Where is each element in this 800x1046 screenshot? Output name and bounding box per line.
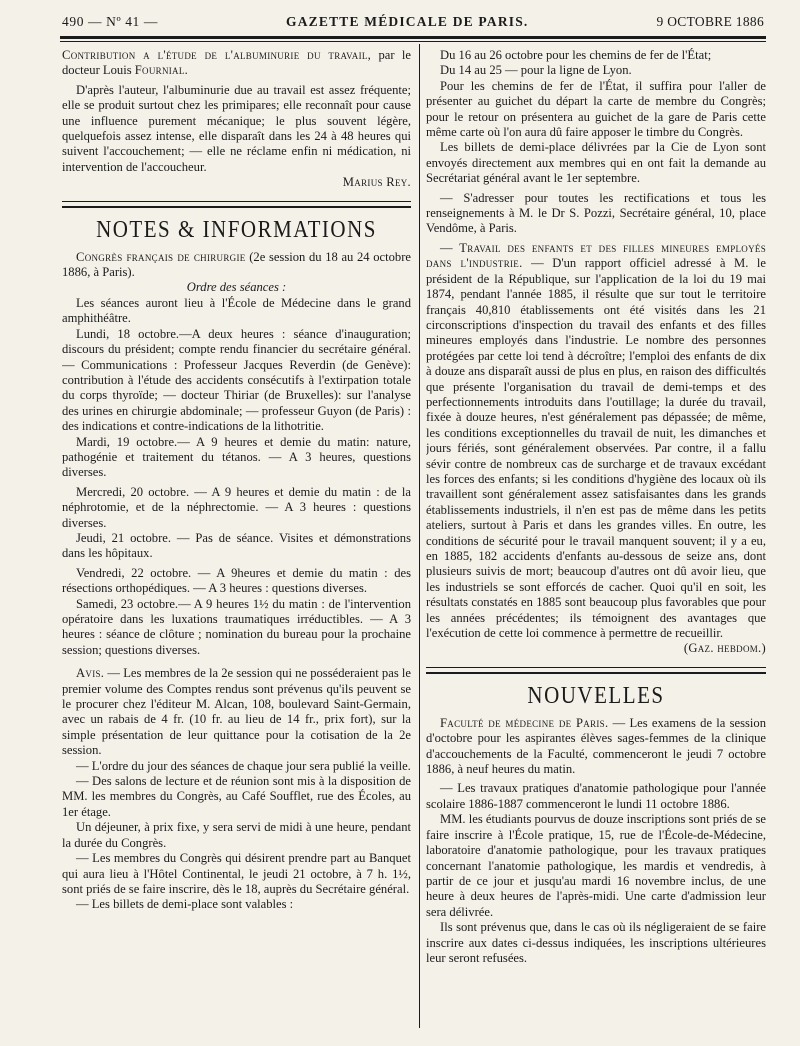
albuminurie-title-paragraph [62,48,411,79]
left-column [62,48,411,1030]
avis-text: — Les membres de la 2e session qui ne posséderaient pas le premier volume des Comptes rendus sont prévenus qu'ils peuvent se le procurer chez l'éditeur M. Alcan, 108, boulevard Saint-Germain, avec un rabais de 4 fr. (10 fr. au lieu de 14 fr., prix fort), sur la simple présentation de leur quittance pour la cotisation de la 2e session. [62,666,411,758]
avis-label: Avis. [76,666,105,681]
avis-paragraph: — Des salons de lecture et de réunion sont mis à la disposition de MM. les membres du Congrès, au Café Soufflet, rue des Écoles, au 1er étage. [62,774,411,819]
faculte-paragraph: Ils sont prévenus que, dans le cas où ils négligeraient de se faire inscrire aux dates ci-dessus indiquées, les inscriptions ultérieures leur seront refusées. [426,920,766,965]
section-separator [426,667,766,674]
congres-paragraph: Mercredi, 20 octobre. — A 9 heures et demie du matin : de la néphrotomie, et de la néphrectomie. — A 3 heures : questions diverses. [62,484,411,530]
congres-paragraph: Samedi, 23 octobre.— A 9 heures 1½ du matin : de l'intervention opératoire dans les luxations traumatiques irréductibles. — A 3 heures : séance de clôture ; nomination du bureau pour la prochaine session; questions diverses. [62,596,411,657]
congres-paragraph: Les séances auront lieu à l'École de Médecine dans le grand amphithéâtre. [62,295,411,326]
albuminurie-body: D'après l'auteur, l'albuminurie due au travail est assez fréquente; elle se produit surtout chez les primipares; elle reconnaît pour cause une influence purement mécanique; le plus souvent légère, quelquefois assez intense, elle disparaît dans les 24 à 48 heures qui suivent l'accouchement; — elle ne réclame enfin ni médication, ni intervention de l'accoucheur. [62,82,411,174]
section-separator [62,201,411,208]
journal-title: GAZETTE MÉDICALE DE PARIS. [286,14,529,29]
faculte-title: Faculté de médecine de Paris. [440,715,609,730]
header-rule-thick [60,36,766,39]
column-divider [419,44,420,1028]
avis-paragraph: — Les billets de demi-place sont valables : [76,897,294,912]
billets-paragraph: — S'adresser pour toutes les rectifications et tous les renseignements à M. le Dr S. Pozzi, Secrétaire général, 10, place Vendôme, à Paris. [426,190,766,236]
faculte-paragraph: — Les travaux pratiques d'anatomie pathologique pour l'année scolaire 1886-1887 commenceront le lundi 11 octobre 1886. [426,781,766,811]
billets-paragraph: Pour les chemins de fer de l'État, il suffira pour l'aller de présenter au guichet du départ la carte de membre du Congrès; pour le retour on présentera au guichet de la gare de Paris cette même carte où l'on aura dû faire apposer le timbre du Congrès. [426,78,766,140]
congres-paragraph: Mardi, 19 octobre.— A 9 heures et demie du matin: nature, pathogénie et traitement du tétanos. — A 3 heures, questions diverses. [62,434,411,480]
issue-date: 9 OCTOBRE 1886 [656,14,764,29]
congres-paragraph: Jeudi, 21 octobre. — Pas de séance. Visites et démonstrations dans les hôpitaux. [62,530,411,561]
travail-source: (Gaz. hebdom.) [683,641,766,656]
albuminurie-author: Fournial [134,63,185,78]
avis-paragraph: — L'ordre du jour des séances de chaque jour sera publié la veille. [76,758,411,773]
albuminurie-title-tail: par le docteur Louis [62,48,411,78]
travail-paragraph [426,241,766,642]
travail-title: — Travail des enfants et des filles mineures employés dans l'industrie. [426,240,766,271]
faculte-paragraph [426,716,766,778]
congres-title-paragraph [62,250,411,281]
order-of-sessions-heading: Ordre des séances : [186,280,287,295]
travail-body: — D'un rapport officiel adressé à M. le président de la République, sur l'application de la loi du 19 mai 1874, pendant l'année 1885, il résulte que sur tout le territoire français 40,810 établissements ont été visités dans les 21 circonscriptions d'inspection du travail des enfants et des filles mineures employés dans l'industrie. Le nombre des personnes protégées par cette loi tend à décroître; l'emploi des enfants de dix à douze ans disparaît aussi de plus en plus, en raison des difficultés que présente l'organisation du travail de demi-temps et des perfectionnements introduits dans l'outillage; la durée du travail, fixée à douze heures, n'est généralement pas dépassée; de même, les conditions exceptionnelles du travail de nuit, les dimanches et jours fériés, sont généralement observées. Par contre, il a fallu sévir contre de nombreux cas de surcharge et de travaux excédant les forces des enfants; si les conditions d'hygiène des locaux où ils travaillent sont généralement assez satisfaisantes dans les grands établissements industriels, il n'en est pas de même dans les petits ateliers, surtout à Paris et dans les grandes villes. En outre, les conditions de sécurité pour le travail manquent souvent; il y a eu, en 1885, 182 accidents d'enfants au-dessous de seize ans, dont plusieurs suivis de mort; beaucoup d'autres ont dû avoir lieu, que les industriels se sont efforcés de cacher. Quoi qu'il en soit, les résultats constatés en 1885 sont beaucoup plus favorables que pour les années précédentes; ils témoignent des avantages que l'exécution de cette loi commence à permettre de recueillir. [426,256,766,641]
billets-line: Du 16 au 26 octobre pour les chemins de fer de l'État; [440,48,712,62]
billets-line: Du 14 au 25 — pour la ligne de Lyon. [440,63,632,78]
albuminurie-title: Contribution a l'étude de l'albuminurie du travail, [62,48,372,62]
congres-title-tail: (2e session du 18 au 24 octobre 1886, à Paris). [62,249,411,280]
header-rule-thin [60,41,766,42]
page-number-issue: 490 — Nº 41 — [62,14,158,29]
avis-paragraph [62,666,411,758]
nouvelles-heading: NOUVELLES [527,681,665,709]
congres-title: Congrès français de chirurgie [76,249,246,264]
notes-informations-heading: NOTES & INFORMATIONS [96,214,377,243]
albuminurie-author-tail: . [184,63,188,78]
faculte-paragraph: MM. les étudiants pourvus de douze inscriptions sont priés de se faire inscrire à l'École pratique, 15, rue de l'École-de-Médecine, laboratoire d'anatomie pathologique, pour les travaux pratiques concernant l'anatomie pathologique, les mardis et vendredis, à partir de ce jour et jusqu'au mardi 16 novembre inclus, de une heure à deux heures de l'après-midi. Une carte d'admission leur sera délivrée. [426,812,766,919]
right-column [426,48,766,1030]
avis-paragraph: — Les membres du Congrès qui désirent prendre part au Banquet qui aura lieu à l'Hôtel Continental, le jeudi 21 octobre, à 7 h. 1½, sont priés de se faire inscrire, dès le 18, auprès du Secrétaire général. [62,851,411,896]
congres-paragraph: Vendredi, 22 octobre. — A 9heures et demie du matin : des résections orthopédiques. — A 3 heures : questions diverses. [62,565,411,596]
avis-paragraph: Un déjeuner, à prix fixe, y sera servi de midi à une heure, pendant la durée du Congrès. [62,820,411,850]
congres-paragraph: Lundi, 18 octobre.—A deux heures : séance d'inauguration; discours du président; compte rendu financier du secrétaire général. — Communications : Professeur Jacques Reverdin (de Genève): contribution à l'étude des accidents consécutifs à l'extirpation totale du corps thyroïde; — docteur Thiriar (de Bruxelles): sur l'analyse des urines en chirurgie abdominale; — professeur Guyon (de Paris) : des indications et contre-indications de la lithotritie. [62,326,411,434]
faculte-body: — Les examens de la session d'octobre pour les aspirantes élèves sages-femmes de la clinique d'accouchements de la Faculté, commenceront le jeudi 7 octobre 1886, à neuf heures du matin. [426,715,766,777]
page-header [62,14,764,36]
albuminurie-signature: Marius Rey. [342,175,411,190]
billets-paragraph: Les billets de demi-place délivrées par la Cie de Lyon sont envoyés directement aux membres qui en ont fait la demande au Secrétariat général avant le 1er septembre. [426,140,766,186]
